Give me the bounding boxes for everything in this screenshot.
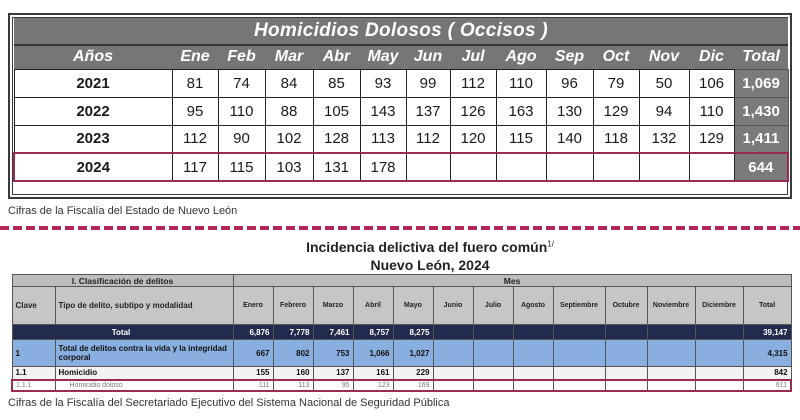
dashed-divider — [0, 226, 800, 230]
month-value-cell: 143 — [360, 97, 406, 125]
month-value-cell: 120 — [450, 125, 496, 153]
homicides-table-frame — [8, 13, 792, 199]
month-value-cell — [695, 367, 743, 380]
month-value-cell: 161 — [353, 367, 393, 380]
month-value-cell: 113 — [360, 125, 406, 153]
month-value-cell — [647, 367, 695, 380]
total-row — [12, 325, 791, 340]
month-value-cell: 7,461 — [313, 325, 353, 340]
month-value-cell: 93 — [360, 69, 406, 97]
month-value-cell: 128 — [313, 125, 360, 153]
month-value-cell: 111 — [233, 380, 273, 391]
month-value-cell: 131 — [313, 153, 360, 181]
clave-cell: 1.1.1 — [12, 380, 55, 391]
month-value-cell — [689, 153, 734, 181]
year-cell: 2021 — [14, 69, 172, 97]
source-note-sesnsp: Cifras de la Fiscalía del Secretariado Ejecutivo del Sistema Nacional de Seguridad Pública — [8, 397, 450, 409]
month-value-cell: 1,066 — [353, 340, 393, 367]
month-value-cell: 81 — [172, 69, 218, 97]
month-value-cell — [647, 380, 695, 391]
incidence-table — [11, 274, 792, 392]
month-value-cell: 137 — [406, 97, 450, 125]
col-header-month: Julio — [473, 287, 513, 325]
col-header-month: Septiembre — [553, 287, 605, 325]
month-value-cell: 137 — [313, 367, 353, 380]
month-value-cell — [433, 340, 473, 367]
table-title: Homicidios Dolosos ( Occisos ) — [14, 18, 788, 45]
month-value-cell — [513, 325, 553, 340]
month-value-cell: 94 — [639, 97, 689, 125]
month-value-cell: 110 — [218, 97, 265, 125]
col-header-month: Nov — [639, 45, 689, 69]
col-header-month: Marzo — [313, 287, 353, 325]
month-value-cell: 169 — [393, 380, 433, 391]
incidence-title — [0, 239, 800, 255]
crimes-against-life-row — [12, 340, 791, 367]
month-value-cell: 110 — [496, 69, 546, 97]
month-value-cell — [450, 153, 496, 181]
month-value-cell — [473, 380, 513, 391]
col-header-total: Total — [734, 45, 788, 69]
month-value-cell: 160 — [273, 367, 313, 380]
month-value-cell — [433, 380, 473, 391]
month-value-cell: 163 — [496, 97, 546, 125]
tipo-cell: Homicidio — [55, 367, 233, 380]
month-value-cell: 117 — [172, 153, 218, 181]
tipo-cell: Homicidio doloso — [55, 380, 233, 391]
month-value-cell — [605, 340, 647, 367]
col-header-month: Abril — [353, 287, 393, 325]
col-header-month: Enero — [233, 287, 273, 325]
month-value-cell — [593, 153, 639, 181]
col-header-clave: Clave — [12, 287, 55, 325]
month-value-cell: 130 — [546, 97, 593, 125]
col-header-month: Ene — [172, 45, 218, 69]
tipo-cell: Total de delitos contra la vida y la integridad corporal — [55, 340, 233, 367]
month-value-cell — [639, 153, 689, 181]
month-value-cell: 1,027 — [393, 340, 433, 367]
year-row — [14, 153, 788, 181]
month-value-cell — [605, 325, 647, 340]
col-header-month: Noviembre — [647, 287, 695, 325]
month-value-cell: 99 — [406, 69, 450, 97]
year-cell: 2024 — [14, 153, 172, 181]
col-header-tipo: Tipo de delito, subtipo y modalidad — [55, 287, 233, 325]
intentional-homicide-row — [12, 380, 791, 391]
col-header-month: Abr — [313, 45, 360, 69]
month-value-cell — [496, 153, 546, 181]
month-value-cell: 115 — [496, 125, 546, 153]
month-value-cell: 110 — [689, 97, 734, 125]
col-header-month: Jun — [406, 45, 450, 69]
month-value-cell — [473, 367, 513, 380]
total-cell: 644 — [734, 153, 788, 181]
source-note-fiscalia: Cifras de la Fiscalía del Estado de Nuevo León — [8, 205, 238, 217]
total-cell: 611 — [743, 380, 791, 391]
year-cell: 2022 — [14, 97, 172, 125]
month-value-cell: 85 — [313, 69, 360, 97]
incidence-title-text: Incidencia delictiva del fuero común — [306, 239, 548, 255]
month-value-cell — [513, 340, 553, 367]
month-value-cell: 74 — [218, 69, 265, 97]
total-cell: 4,315 — [743, 340, 791, 367]
total-cell: 842 — [743, 367, 791, 380]
month-value-cell: 112 — [406, 125, 450, 153]
col-header-month: May — [360, 45, 406, 69]
month-value-cell: 95 — [313, 380, 353, 391]
month-value-cell: 50 — [639, 69, 689, 97]
month-value-cell — [546, 153, 593, 181]
col-header-month: Mar — [265, 45, 313, 69]
month-value-cell — [473, 325, 513, 340]
month-value-cell — [647, 325, 695, 340]
month-value-cell — [513, 380, 553, 391]
month-value-cell — [473, 340, 513, 367]
month-value-cell: 140 — [546, 125, 593, 153]
month-value-cell: 753 — [313, 340, 353, 367]
month-value-cell: 178 — [360, 153, 406, 181]
month-value-cell — [513, 367, 553, 380]
homicide-row — [12, 367, 791, 380]
month-value-cell: 123 — [353, 380, 393, 391]
month-value-cell: 79 — [593, 69, 639, 97]
col-header-total: Total — [743, 287, 791, 325]
total-cell: 1,411 — [734, 125, 788, 153]
group-header-month: Mes — [233, 275, 791, 287]
month-value-cell — [695, 325, 743, 340]
month-value-cell: 115 — [218, 153, 265, 181]
col-header-month: Sep — [546, 45, 593, 69]
col-header-years: Años — [14, 45, 172, 69]
month-value-cell: 129 — [593, 97, 639, 125]
month-value-cell: 8,757 — [353, 325, 393, 340]
month-value-cell — [605, 367, 647, 380]
col-header-month: Octubre — [605, 287, 647, 325]
month-value-cell — [406, 153, 450, 181]
month-value-cell: 102 — [265, 125, 313, 153]
month-value-cell — [647, 340, 695, 367]
month-value-cell — [553, 340, 605, 367]
month-value-cell: 802 — [273, 340, 313, 367]
month-value-cell: 229 — [393, 367, 433, 380]
month-value-cell: 103 — [265, 153, 313, 181]
month-value-cell: 667 — [233, 340, 273, 367]
month-value-cell: 7,778 — [273, 325, 313, 340]
month-value-cell: 118 — [593, 125, 639, 153]
col-header-month: Agosto — [513, 287, 553, 325]
header-row — [14, 45, 788, 69]
group-header-classification: I. Clasificación de delitos — [12, 275, 233, 287]
col-header-month: Jul — [450, 45, 496, 69]
month-value-cell — [433, 325, 473, 340]
col-header-month: Oct — [593, 45, 639, 69]
year-cell: 2023 — [14, 125, 172, 153]
col-header-month: Mayo — [393, 287, 433, 325]
total-cell: 1,430 — [734, 97, 788, 125]
col-header-month: Feb — [218, 45, 265, 69]
clave-cell: 1 — [12, 340, 55, 367]
month-value-cell: 95 — [172, 97, 218, 125]
col-header-month: Febrero — [273, 287, 313, 325]
month-value-cell — [695, 380, 743, 391]
total-cell: 39,147 — [743, 325, 791, 340]
month-value-cell: 132 — [639, 125, 689, 153]
year-row — [14, 125, 788, 153]
year-row — [14, 97, 788, 125]
homicides-table — [13, 18, 789, 182]
clave-cell: 1.1 — [12, 367, 55, 380]
month-value-cell: 155 — [233, 367, 273, 380]
col-header-month: Diciembre — [695, 287, 743, 325]
month-value-cell: 84 — [265, 69, 313, 97]
month-value-cell — [695, 340, 743, 367]
col-header-month: Junio — [433, 287, 473, 325]
month-value-cell — [553, 380, 605, 391]
month-value-cell: 126 — [450, 97, 496, 125]
month-value-cell: 6,876 — [233, 325, 273, 340]
month-value-cell: 106 — [689, 69, 734, 97]
total-cell: 1,069 — [734, 69, 788, 97]
month-value-cell — [433, 367, 473, 380]
month-value-cell: 112 — [450, 69, 496, 97]
month-value-cell — [553, 325, 605, 340]
row-label: Total — [12, 325, 233, 340]
month-value-cell: 105 — [313, 97, 360, 125]
month-value-cell — [605, 380, 647, 391]
month-value-cell: 96 — [546, 69, 593, 97]
month-value-cell: 90 — [218, 125, 265, 153]
year-row — [14, 69, 788, 97]
month-value-cell: 113 — [273, 380, 313, 391]
incidence-subtitle: Nuevo León, 2024 — [370, 257, 490, 273]
col-header-month: Ago — [496, 45, 546, 69]
month-value-cell: 8,275 — [393, 325, 433, 340]
month-value-cell: 112 — [172, 125, 218, 153]
month-value-cell: 129 — [689, 125, 734, 153]
month-value-cell — [553, 367, 605, 380]
footnote-marker: 1/ — [547, 239, 554, 249]
month-value-cell: 88 — [265, 97, 313, 125]
col-header-month: Dic — [689, 45, 734, 69]
